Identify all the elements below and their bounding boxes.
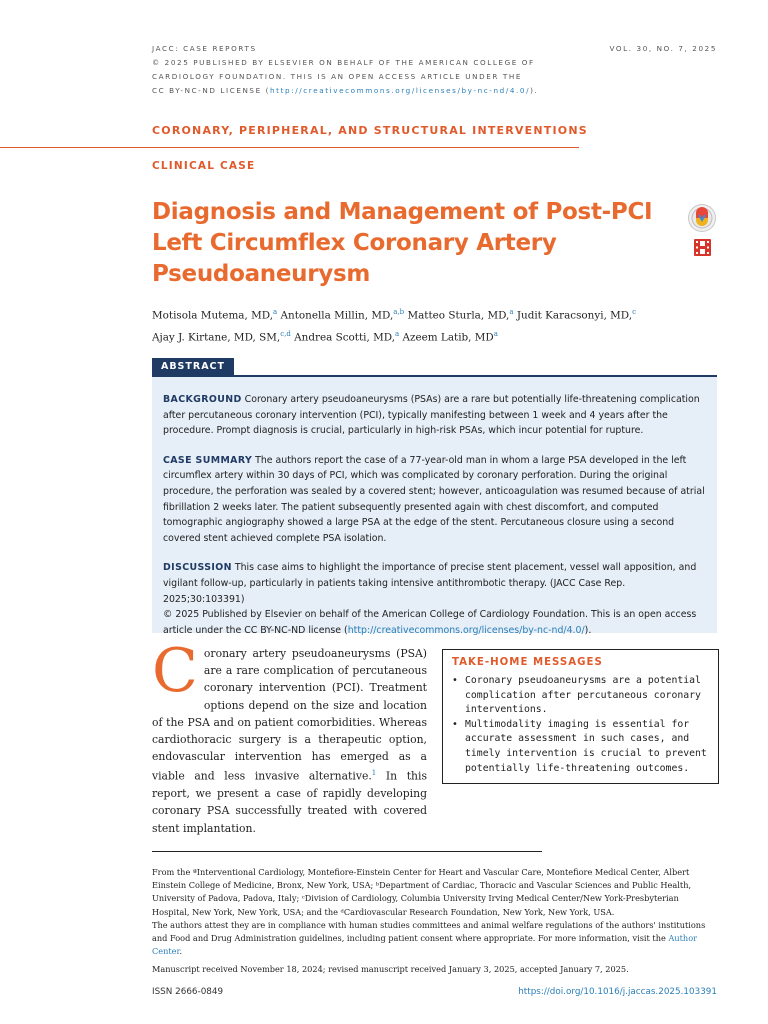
footnotes: [152, 866, 718, 977]
abstract-tab: ABSTRACT: [152, 358, 234, 375]
film-icon-graphic: [693, 238, 712, 257]
take-home-item: [452, 674, 709, 718]
article-title: [152, 197, 672, 290]
abstract-background-text: Coronary artery pseudoaneurysms (PSAs) are a rare but potentially life-threatening complication after percutaneous coronary intervention (PCI), typically manifesting between 1 week and 4 years after the procedure. Prompt diagnosis is crucial, particularly in high-risk PSAs, which incur potential for rupture.: [163, 394, 700, 437]
abstract-case-text: The authors report the case of a 77-year-old man in whom a large PSA developed in the left circumflex artery within 30 days of PCI, which was complicated by coronary perforation. During the original procedure, the perforation was sealed by a covered stent; however, anticoagulation was resumed because of atrial fibrillation 2 weeks later. The patient subsequently presented again with chest discomfort, and computed tomographic angiography showed a large PSA at the edge of the stent. Percutaneous closure using a second covered stent achieved complete PSA isolation.: [163, 454, 705, 544]
author-affiliation[interactable]: a: [273, 308, 278, 316]
abstract-license-suffix: ).: [584, 624, 592, 636]
title-line-3: Pseudoaneurysm: [152, 261, 371, 287]
abstract-discussion-text: This case aims to highlight the importance of precise stent placement, vessel wall apposition, and vigilant follow-up, particularly in patients taking intensive antithrombotic therapy. (JACC Case Rep. 2025;30:103391): [163, 562, 697, 605]
body-column: [152, 636, 427, 837]
compliance-prefix: The authors attest they are in compliance with human studies committees and animal welfare regulations of the authors' institutions and Food and Drug Administration guidelines, including patient consent where appropriate. For more information, visit the: [152, 919, 706, 944]
drop-cap: C: [152, 636, 198, 706]
abstract-background: [163, 392, 705, 439]
author-name: Azeem Latib, MD: [402, 331, 494, 344]
copyright-prefix: CC BY-NC-ND LICENSE (: [152, 86, 271, 95]
copyright-line-2: CARDIOLOGY FOUNDATION. THIS IS AN OPEN ACCESS ARTICLE UNDER THE: [152, 72, 522, 81]
footnote-rule: [152, 851, 542, 852]
license-link[interactable]: http://creativecommons.org/licenses/by-nc-nd/4.0/: [270, 86, 531, 95]
author-affiliation[interactable]: a: [493, 330, 498, 339]
author-line-1: [152, 303, 722, 325]
journal-name: JACC: CASE REPORTS: [152, 44, 257, 53]
author-affiliation[interactable]: c,d: [280, 330, 291, 339]
abstract-license-prefix: © 2025 Published by Elsevier on behalf of the American College of Cardiology Foundation. This is an open access article under the CC BY-NC-ND license (: [163, 609, 697, 636]
doi: [518, 987, 717, 997]
author-center-link[interactable]: Author Center: [152, 933, 698, 957]
copyright-line-3: [152, 84, 552, 98]
author-affiliation[interactable]: a: [509, 308, 514, 316]
volume-info: VOL. 30, NO. 7, 2025: [609, 44, 717, 53]
doi-link[interactable]: https://doi.org/10.1016/j.jaccas.2025.103391: [518, 987, 717, 997]
section-heading: CORONARY, PERIPHERAL, AND STRUCTURAL INTERVENTIONS: [152, 124, 588, 137]
abstract-discussion: [163, 560, 705, 607]
article-type: CLINICAL CASE: [152, 160, 256, 172]
copyright-notice: [152, 56, 552, 98]
copyright-line-1: © 2025 PUBLISHED BY ELSEVIER ON BEHALF OF THE AMERICAN COLLEGE OF: [152, 58, 535, 67]
crossmark-icon[interactable]: [688, 204, 716, 232]
copyright-suffix: ).: [530, 86, 539, 95]
abstract-license: [163, 607, 705, 638]
author-list: [152, 303, 722, 348]
take-home-box: [442, 649, 719, 784]
take-home-title: TAKE-HOME MESSAGES: [452, 657, 603, 668]
author-name: Ajay J. Kirtane, MD, SM,: [152, 331, 281, 344]
intro-text-end: In this report, we present a case of rapidly developing coronary PSA successfully treated with covered stent implantation.: [152, 770, 427, 835]
title-line-2: Left Circumflex Coronary Artery: [152, 230, 557, 256]
manuscript-dates: Manuscript received November 18, 2024; revised manuscript received January 3, 2025, accepted January 7, 2025.: [152, 964, 629, 975]
author-affiliation[interactable]: c: [632, 308, 636, 316]
author-name: Motisola Mutema, MD,: [152, 309, 274, 322]
take-home-item: [452, 718, 709, 776]
abstract-case-keyword: CASE SUMMARY: [163, 454, 253, 466]
author-name: Matteo Sturla, MD,: [407, 309, 510, 322]
author-affiliation[interactable]: a,b: [393, 308, 405, 316]
issn: ISSN 2666-0849: [152, 987, 224, 997]
crossmark-icon-graphic: [688, 204, 716, 232]
take-home-list: [452, 674, 709, 776]
author-name: Andrea Scotti, MD,: [294, 331, 395, 344]
abstract-background-keyword: BACKGROUND: [163, 394, 242, 405]
film-icon[interactable]: [693, 238, 712, 261]
intro-text-start: oronary artery pseudoaneurysms (PSA) are a rare complication of percutaneous coronary intervention (PCI). Treatment options depend on the size and location of the PSA and on patient comorbidities. Whereas cardiothoracic surgery is a therapeutic option, endovascular intervention has emerged as a viable and less invasive alternative.: [152, 647, 427, 784]
author-name: Judit Karacsonyi, MD,: [516, 309, 633, 322]
affiliations-footnote: From the ªInterventional Cardiology, Montefiore-Einstein Center for Heart and Vascular Care, Montefiore Medical Center, Albert Einstein College of Medicine, Bronx, New York, USA; ᵇDepartment of Cardiac, Thoracic and Vascular Sciences and Public Health, University of Padova, Padova, Italy; ᶜDivision of Cardiology, Columbia University Irving Medical Center/New York-Presbyterian Hospital, New York, New York, USA; and the ᵈCardiovascular Research Foundation, New York, New York, USA.: [152, 867, 692, 917]
abstract-box: [152, 375, 717, 636]
take-home-item-text: Coronary pseudoaneurysms are a potential complication after percutaneous coronary interventions.: [465, 675, 701, 716]
section-rule: [0, 147, 579, 148]
abstract-case-summary: [163, 453, 705, 547]
title-line-1: Diagnosis and Management of Post-PCI: [152, 199, 653, 225]
compliance-footnote: [152, 919, 718, 959]
author-line-2: [152, 325, 722, 347]
bullet-icon: •: [452, 675, 458, 686]
intro-paragraph: [152, 636, 427, 837]
abstract-license-link[interactable]: http://creativecommons.org/licenses/by-nc-nd/4.0/: [347, 624, 585, 636]
take-home-item-text: Multimodality imaging is essential for accurate assessment in such cases, and timely intervention is crucial to prevent potentially life-threatening outcomes.: [465, 718, 707, 774]
abstract-discussion-keyword: DISCUSSION: [163, 562, 232, 574]
compliance-suffix: .: [179, 946, 183, 957]
reference-link[interactable]: 1: [371, 769, 377, 778]
bullet-icon: •: [452, 718, 458, 730]
author-name: Antonella Millin, MD,: [280, 309, 394, 322]
author-affiliation[interactable]: a: [395, 330, 400, 339]
